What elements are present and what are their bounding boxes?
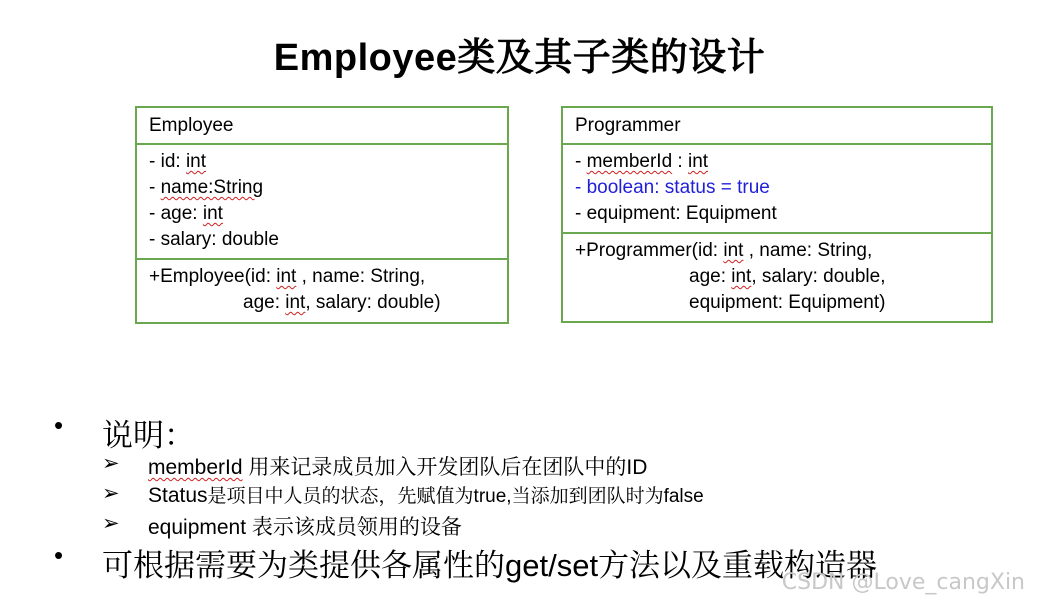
note-key: equipment bbox=[148, 516, 247, 539]
arrow-bullet-icon: ➢ bbox=[102, 482, 120, 505]
note-item-memberid bbox=[102, 451, 648, 481]
note-key: Status bbox=[148, 484, 208, 507]
employee-class-box bbox=[135, 106, 509, 324]
watermark: CSDN @Love_cangXin bbox=[781, 570, 1025, 595]
employee-attr-id: - id: int bbox=[149, 151, 207, 172]
note-text: 用来记录成员加入开发团队后在团队中的ID bbox=[242, 456, 648, 479]
employee-class-name: Employee bbox=[149, 115, 234, 136]
employee-attributes bbox=[137, 143, 507, 258]
employee-attr-salary: - salary: double bbox=[149, 229, 279, 250]
programmer-attributes bbox=[563, 143, 991, 232]
employee-constructor bbox=[137, 258, 507, 322]
programmer-constructor bbox=[563, 232, 991, 322]
page-title: Employee类及其子类的设计 bbox=[273, 37, 766, 79]
bullet-icon: • bbox=[54, 540, 64, 570]
notes-heading-item bbox=[54, 410, 195, 455]
notes-last-item bbox=[54, 540, 878, 585]
arrow-bullet-icon: ➢ bbox=[102, 452, 120, 475]
programmer-attr-status: - boolean: status = true bbox=[575, 177, 770, 198]
employee-attr-name: - name:String bbox=[149, 177, 264, 198]
notes-last-text: 可根据需要为类提供各属性的get/set方法以及重载构造器 bbox=[102, 548, 878, 583]
programmer-class-box bbox=[561, 106, 993, 323]
employee-attr-age: - age: int bbox=[149, 203, 223, 224]
notes-heading: 说明： bbox=[102, 418, 195, 453]
note-text: 是项目中人员的状态，先赋值为true,当添加到团队时为false bbox=[207, 486, 704, 507]
employee-ctor-line-1: +Employee(id: int , name: String, bbox=[149, 266, 426, 287]
programmer-ctor-line-1: +Programmer(id: int , name: String, bbox=[575, 240, 873, 261]
note-text: 表示该成员领用的设备 bbox=[246, 516, 462, 539]
programmer-ctor-line-2: age: int, salary: double, bbox=[689, 266, 886, 287]
note-item-status bbox=[102, 481, 704, 508]
programmer-ctor-line-3: equipment: Equipment) bbox=[689, 292, 886, 313]
programmer-attr-equipment: - equipment: Equipment bbox=[575, 203, 777, 224]
note-item-equipment bbox=[102, 511, 462, 541]
programmer-attr-memberid: - memberId : int bbox=[575, 151, 709, 172]
bullet-icon: • bbox=[54, 410, 64, 440]
employee-ctor-line-2: age: int, salary: double) bbox=[243, 292, 441, 313]
arrow-bullet-icon: ➢ bbox=[102, 512, 120, 535]
note-key: memberId bbox=[148, 456, 243, 479]
programmer-class-name: Programmer bbox=[575, 115, 681, 136]
